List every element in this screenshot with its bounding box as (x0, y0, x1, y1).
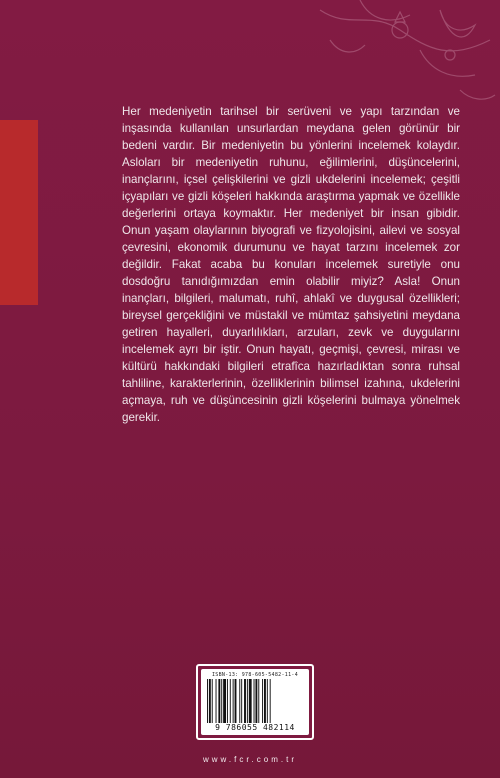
back-cover-blurb: Her medeniyetin tarihsel bir serüveni ve yapı tarzından ve inşasında kullanılan unsurlardan meydana gelen görünür bir bedeni vardır. Bir medeniyetin bu yönlerini incelemek kolaydır. Asloları bir medeniyetin ruhunu, eğilimlerini, düşüncelerini, inançlarını, içsel çelişkilerini ve gizli ukdelerini incelemek; çeşitli içyapıları ve gizli köşeleri hakkında araştırma yapmak ve özellikle değerlerini ortaya koymaktır. Her medeniyet bir insan gibidir. Onun yaşam olaylarının biyografi ve fizyolojisini, ailevi ve sosyal çevresini, ekonomik durumunu ve hayat tarzını incelemek zor değildir. Fakat acaba bu konuları incelemek suretiyle onu dosdoğru tanıdığımızdan emin olabilir miyiz? Asla! Onun inançları, bilgileri, malumatı, ruhî, ahlakî ve duygusal özellikleri; bireysel gerçekliğini ve müstakil ve mümtaz şahsiyetini meydana getiren hayalleri, duyarlılıkları, arzuları, zevk ve duygularını incelemek ayrı bir iştir. Onun hayatı, geçmişi, çevresi, mirası ve kültürü hakkındaki bilgileri etrafîca hazırladıktan sonra ruhsal tahliline, karakterlerinin, özelliklerinin bilimsel izahına, ukdelerini açmaya, ruh ve düşüncesinin gizli köşelerini bulmaya yönelmek gerekir. (122, 105, 460, 424)
floral-ornament-icon (300, 0, 500, 120)
barcode-bar (270, 679, 271, 723)
barcode-icon (205, 679, 305, 723)
barcode-bar (249, 679, 252, 723)
barcode-bar (209, 679, 211, 723)
barcode-bar (247, 679, 248, 723)
barcode-frame (196, 664, 314, 740)
barcode-bar (227, 679, 228, 723)
barcode-bar (207, 679, 208, 723)
barcode-bar (212, 679, 213, 723)
barcode-bar (216, 679, 217, 723)
barcode-bar (230, 679, 231, 723)
barcode-bar (235, 679, 237, 723)
barcode-bar (244, 679, 246, 723)
barcode-bar (267, 679, 268, 723)
publisher-website: www.fcr.com.tr (202, 755, 297, 764)
barcode-bar (264, 679, 266, 723)
barcode-panel (201, 669, 309, 735)
barcode-bar (221, 679, 222, 723)
barcode-bar (258, 679, 259, 723)
barcode-bar (255, 679, 257, 723)
barcode-bar (241, 679, 242, 723)
accent-band (0, 120, 38, 305)
barcode-bar (239, 679, 240, 723)
barcode-bar (262, 679, 263, 723)
barcode-bar (254, 679, 255, 723)
barcode-number: 9 786055 482114 (215, 723, 295, 732)
barcode-bar (218, 679, 220, 723)
barcode-bar (233, 679, 234, 723)
barcode-bar (223, 679, 226, 723)
isbn-label: ISBN-13: 978-605-5482-11-4 (211, 672, 299, 678)
